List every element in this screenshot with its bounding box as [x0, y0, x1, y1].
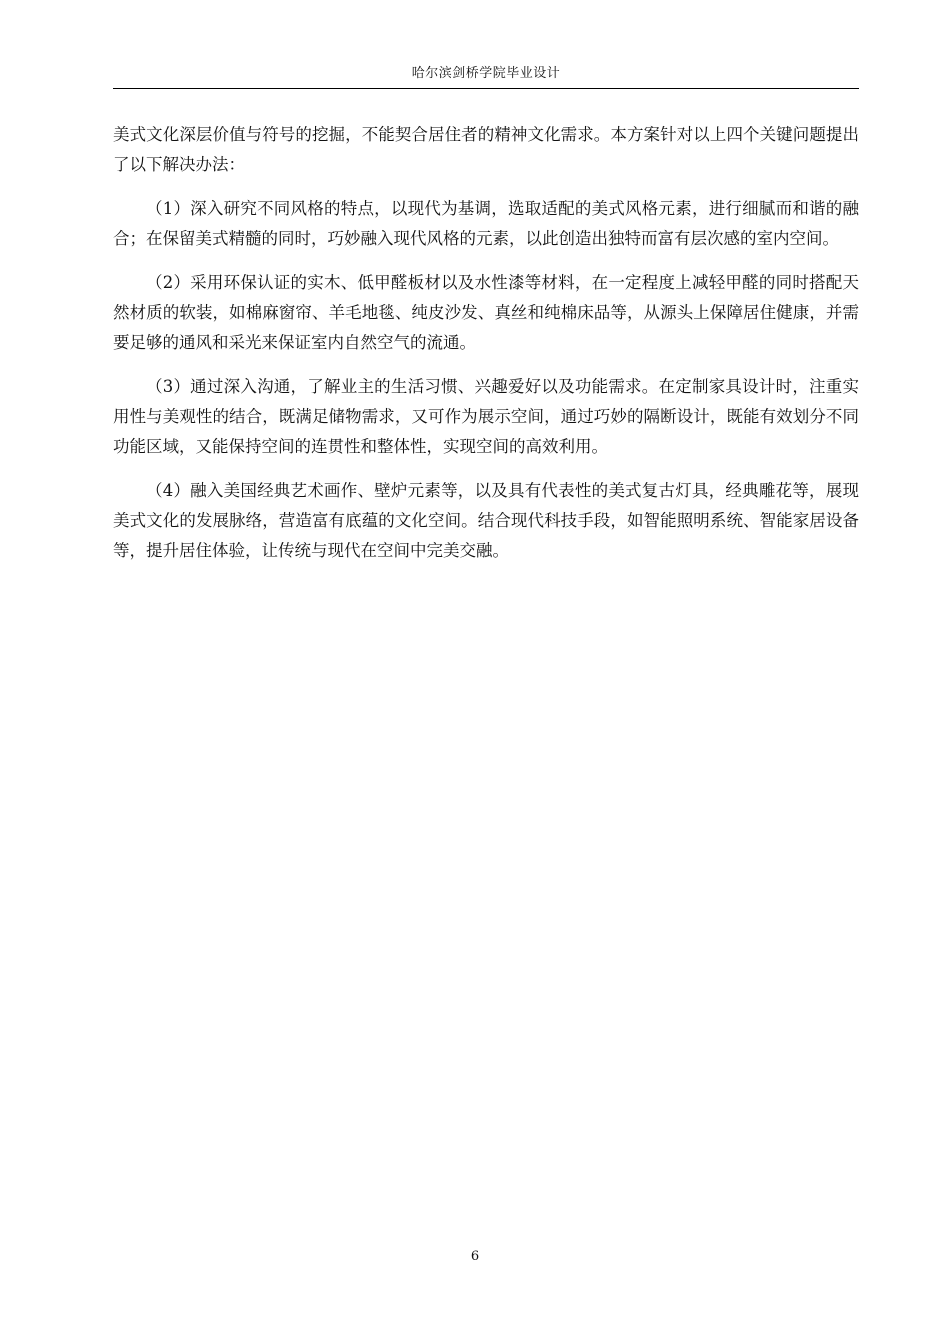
paragraph-solution-1: （1）深入研究不同风格的特点，以现代为基调，选取适配的美式风格元素，进行细腻而和谐的融合；在保留美式精髓的同时，巧妙融入现代风格的元素，以此创造出独特而富有层次感的室内空间。	[113, 199, 859, 248]
paragraph-solution-3: （3）通过深入沟通，了解业主的生活习惯、兴趣爱好以及功能需求。在定制家具设计时，注重实用性与美观性的结合，既满足储物需求，又可作为展示空间，通过巧妙的隔断设计，既能有效划分不同功能区域，又能保持空间的连贯性和整体性，实现空间的高效利用。	[113, 377, 859, 456]
paragraph-continuation: 美式文化深层价值与符号的挖掘，不能契合居住者的精神文化需求。本方案针对以上四个关键问题提出了以下解决办法：	[113, 125, 859, 174]
paragraph-solution-4: （4）融入美国经典艺术画作、壁炉元素等，以及具有代表性的美式复古灯具，经典雕花等，展现美式文化的发展脉络，营造富有底蕴的文化空间。结合现代科技手段，如智能照明系统、智能家居设备等，提升居住体验，让传统与现代在空间中完美交融。	[113, 481, 859, 560]
page-header	[113, 64, 859, 89]
header-title: 哈尔滨剑桥学院毕业设计	[411, 66, 561, 81]
page-body	[113, 120, 859, 580]
paragraph-solution-2: （2）采用环保认证的实木、低甲醛板材以及水性漆等材料，在一定程度上减轻甲醛的同时搭配天然材质的软装，如棉麻窗帘、羊毛地毯、纯皮沙发、真丝和纯棉床品等，从源头上保障居住健康，并需要足够的通风和采光来保证室内自然空气的流通。	[113, 273, 859, 352]
page-number: 6	[470, 1249, 480, 1264]
